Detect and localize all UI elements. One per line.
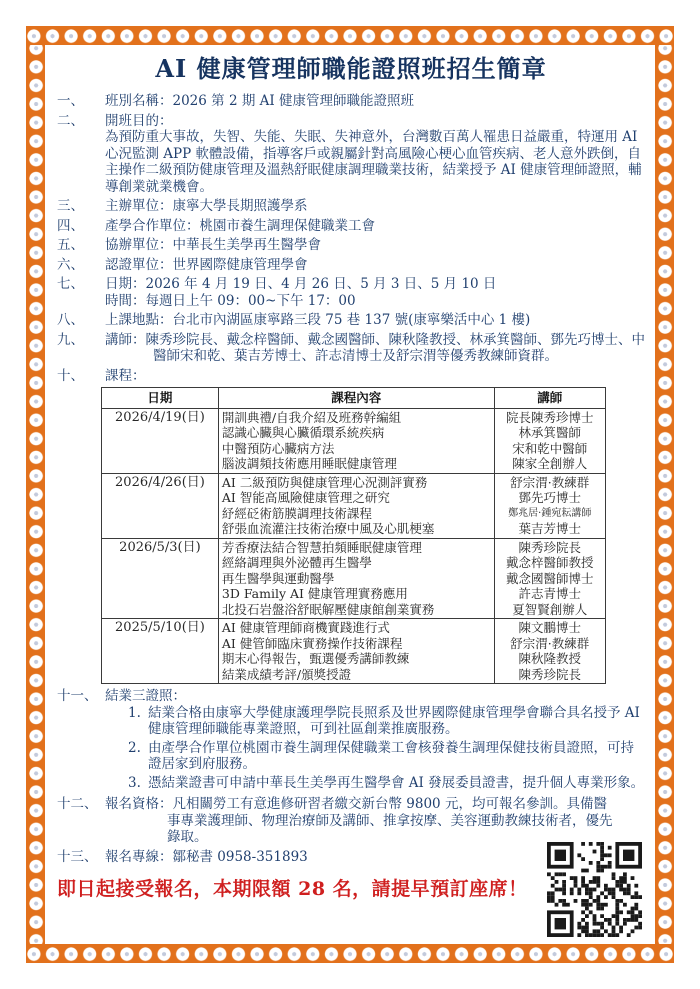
item-number: 四、 bbox=[57, 217, 84, 234]
item-number: 一、 bbox=[57, 93, 84, 109]
course-cell bbox=[218, 538, 494, 619]
item-number: 二、 bbox=[57, 112, 84, 129]
date-cell: 2025/5/10(日) bbox=[102, 619, 219, 684]
teacher-line: 林承箕醫師 bbox=[518, 425, 582, 440]
item-text: 認證單位：世界國際健康管理學會 bbox=[105, 256, 308, 273]
teacher-cell bbox=[494, 408, 605, 473]
flyer-content bbox=[57, 54, 645, 901]
flower-border-bottom bbox=[26, 944, 674, 963]
item-text bbox=[105, 276, 645, 309]
item-purpose bbox=[57, 113, 645, 196]
item-courses bbox=[57, 368, 645, 385]
item-text bbox=[105, 113, 645, 196]
column-header-date: 日期 bbox=[102, 388, 219, 409]
course-cell bbox=[218, 408, 494, 473]
item-text: 課程： bbox=[105, 367, 146, 384]
item-text: 報名專線：鄒秘書 0958-351893 bbox=[105, 848, 308, 865]
course-line: 芳香療法結合智慧拍頻睡眠健康管理 bbox=[221, 539, 422, 555]
item-industry-partner bbox=[57, 218, 645, 235]
course-line: AI 二級預防與健康管理心況測評實務 bbox=[221, 474, 428, 490]
table-row bbox=[102, 538, 606, 619]
purpose-paragraph: 為預防重大事故，失智、失能、失眠、失神意外，台灣數百萬人罹患日益嚴重，特運用 AI 心況監測 APP 軟體設備，指導客戶或親屬針對高風險心梗心血管疾病、老人意外跌倒，自主操作二級預防健康管理及溫熱舒眠健康調理職業技術，結業授予 AI 健康管理師證照，輔導創業就業機會。 bbox=[105, 129, 642, 195]
sub-item-number: 2. bbox=[128, 739, 141, 756]
teacher-cell bbox=[494, 538, 605, 619]
teacher-line: 陳家全創辦人 bbox=[512, 456, 588, 471]
time-line: 時間：每週日上午 09：00~下午 17：00 bbox=[105, 292, 356, 309]
item-text bbox=[105, 688, 645, 793]
course-line: 結業成績考評/頒獎授證 bbox=[221, 666, 352, 682]
table-row bbox=[102, 408, 606, 473]
item-number: 十一、 bbox=[57, 688, 98, 704]
item-text: 協辦單位：中華長生美學再生醫學會 bbox=[105, 237, 321, 253]
course-line: 期末心得報告，甄選優秀講師教練 bbox=[221, 651, 410, 666]
course-line: 腦波調頻技術應用睡眠健康管理 bbox=[221, 456, 397, 471]
item-eligibility bbox=[57, 796, 645, 846]
course-line: AI 智能高風險健康管理之研究 bbox=[221, 490, 390, 505]
purpose-label: 開班目的： bbox=[105, 112, 173, 129]
column-header-content: 課程內容 bbox=[218, 388, 494, 409]
item-text: 上課地點：台北市內湖區康寧路三段 75 巷 137 號(康寧樂活中心 1 樓) bbox=[105, 312, 531, 328]
item-number: 三、 bbox=[57, 198, 84, 214]
course-line: 北投石岩盤浴舒眠解壓健康館創業實務 bbox=[221, 601, 435, 617]
course-cell bbox=[218, 473, 494, 538]
item-certificates bbox=[57, 688, 645, 793]
item-number: 十二、 bbox=[57, 796, 98, 812]
sub-item-text: 結業合格由康寧大學健康護理學院長照系及世界國際健康管理學會聯合具名授予 AI 健康管理師職能專業證照，可到社區創業推廣服務。 bbox=[148, 704, 640, 737]
teacher-line: 戴念國醫師博士 bbox=[506, 570, 594, 586]
item-number: 七、 bbox=[57, 276, 84, 292]
item-number: 八、 bbox=[57, 312, 84, 328]
teacher-cell bbox=[494, 473, 605, 538]
course-line: 紓經砭術筋膜調理技術課程 bbox=[221, 505, 372, 521]
column-header-teacher: 講師 bbox=[494, 388, 605, 409]
date-cell: 2026/4/26(日) bbox=[102, 473, 219, 538]
teacher-line: 許志青博士 bbox=[518, 586, 582, 601]
certificate-sub-item bbox=[128, 740, 645, 773]
qr-code-icon bbox=[547, 842, 642, 937]
course-line: 舒張血流灌注技術治療中風及心肌梗塞 bbox=[221, 521, 435, 536]
item-text: 報名資格：凡相關勞工有意進修研習者繳交新台幣 9800 元，均可報名參訓。具備醫事專業護理師、物理治療師及講師、推拿按摩、美容運動教練技術者，優先錄取。 bbox=[105, 796, 613, 845]
teacher-line: 陳秀珍院長 bbox=[518, 539, 582, 555]
certificate-sub-item bbox=[128, 705, 645, 738]
item-text: 產學合作單位：桃園市養生調理保健職業工會 bbox=[105, 217, 375, 234]
certificate-sub-item bbox=[128, 775, 645, 792]
item-text: 班別名稱：2026 第 2 期 AI 健康管理師職能證照班 bbox=[105, 93, 414, 109]
table-row bbox=[102, 619, 606, 684]
teacher-line: 陳文鵬博士 bbox=[518, 620, 582, 635]
teacher-cell bbox=[494, 619, 605, 684]
course-line: 認識心臟與心臟循環系統疾病 bbox=[221, 425, 385, 440]
teacher-line: 鄭兆居·鍾宛耘講師 bbox=[508, 507, 592, 519]
item-number: 九、 bbox=[57, 331, 84, 348]
item-text: 講師：陳秀珍院長、戴念梓醫師、戴念國醫師、陳秋隆教授、林承箕醫師、鄧先巧博士、中醫師宋和乾、葉吉芳博士、許志清博士及舒宗渭等優秀教練師資群。 bbox=[105, 331, 645, 364]
certificates-label: 結業三證照： bbox=[105, 688, 186, 704]
table-row bbox=[102, 473, 606, 538]
teacher-line: 鄧先巧博士 bbox=[518, 490, 582, 505]
course-table bbox=[101, 387, 606, 684]
teacher-line: 院長陳秀珍博士 bbox=[506, 409, 594, 425]
item-location bbox=[57, 312, 645, 329]
teacher-line: 舒宗渭·教練群 bbox=[510, 635, 590, 651]
teacher-line: 舒宗渭·教練群 bbox=[510, 474, 590, 490]
item-dates bbox=[57, 276, 645, 309]
item-lecturers bbox=[57, 332, 645, 365]
item-certifier bbox=[57, 257, 645, 274]
course-line: 3D Family AI 健康管理實務應用 bbox=[221, 586, 408, 601]
teacher-line: 戴念梓醫師教授 bbox=[506, 555, 594, 570]
course-line: 中醫預防心臟病方法 bbox=[221, 440, 335, 456]
sub-item-text: 憑結業證書可申請中華長生美學再生醫學會 AI 發展委員證書，提升個人專業形象。 bbox=[148, 774, 645, 791]
course-line: 經絡調理與外泌體再生醫學 bbox=[221, 555, 372, 570]
course-cell bbox=[218, 619, 494, 684]
table-header-row bbox=[102, 388, 606, 409]
teacher-line: 宋和乾中醫師 bbox=[512, 440, 588, 456]
item-number: 十、 bbox=[57, 367, 84, 384]
date-line: 日期：2026 年 4 月 19 日、4 月 26 日、5 月 3 日、5 月 10 日 bbox=[105, 276, 497, 292]
teacher-line: 陳秋隆教授 bbox=[518, 651, 582, 666]
enrollment-notice: 即日起接受報名，本期限額 28 名，請提早預訂座席！ bbox=[57, 878, 528, 900]
teacher-line: 葉吉芳博士 bbox=[518, 521, 582, 536]
sub-item-number: 1. bbox=[128, 704, 141, 721]
item-number: 六、 bbox=[57, 256, 84, 273]
item-class-name bbox=[57, 93, 645, 110]
item-number: 五、 bbox=[57, 237, 84, 253]
teacher-line: 夏智賢創辦人 bbox=[512, 601, 588, 617]
flower-border-right bbox=[655, 45, 674, 944]
course-line: 再生醫學與運動醫學 bbox=[221, 570, 335, 586]
page-title: AI 健康管理師職能證照班招生簡章 bbox=[155, 54, 547, 83]
teacher-line: 陳秀珍院長 bbox=[518, 666, 582, 682]
flower-border-left bbox=[26, 45, 45, 944]
sub-item-text: 由產學合作單位桃園市養生調理保健職業工會核發養生調理保健技術員證照，可持證居家到府服務。 bbox=[148, 739, 634, 772]
date-cell: 2026/5/3(日) bbox=[102, 538, 219, 619]
item-co-organizer bbox=[57, 237, 645, 254]
item-text: 主辦單位：康寧大學長期照護學系 bbox=[105, 198, 308, 214]
sub-item-number: 3. bbox=[128, 774, 141, 791]
item-number: 十三、 bbox=[57, 848, 98, 865]
item-organizer bbox=[57, 198, 645, 215]
course-line: AI 健康管理師商機實踐進行式 bbox=[221, 620, 390, 635]
date-cell: 2026/4/19(日) bbox=[102, 408, 219, 473]
course-line: 開訓典禮/自我介紹及班務幹編組 bbox=[221, 409, 402, 425]
flower-border-top bbox=[26, 26, 674, 45]
course-line: AI 健管師臨床實務操作技術課程 bbox=[221, 635, 403, 651]
